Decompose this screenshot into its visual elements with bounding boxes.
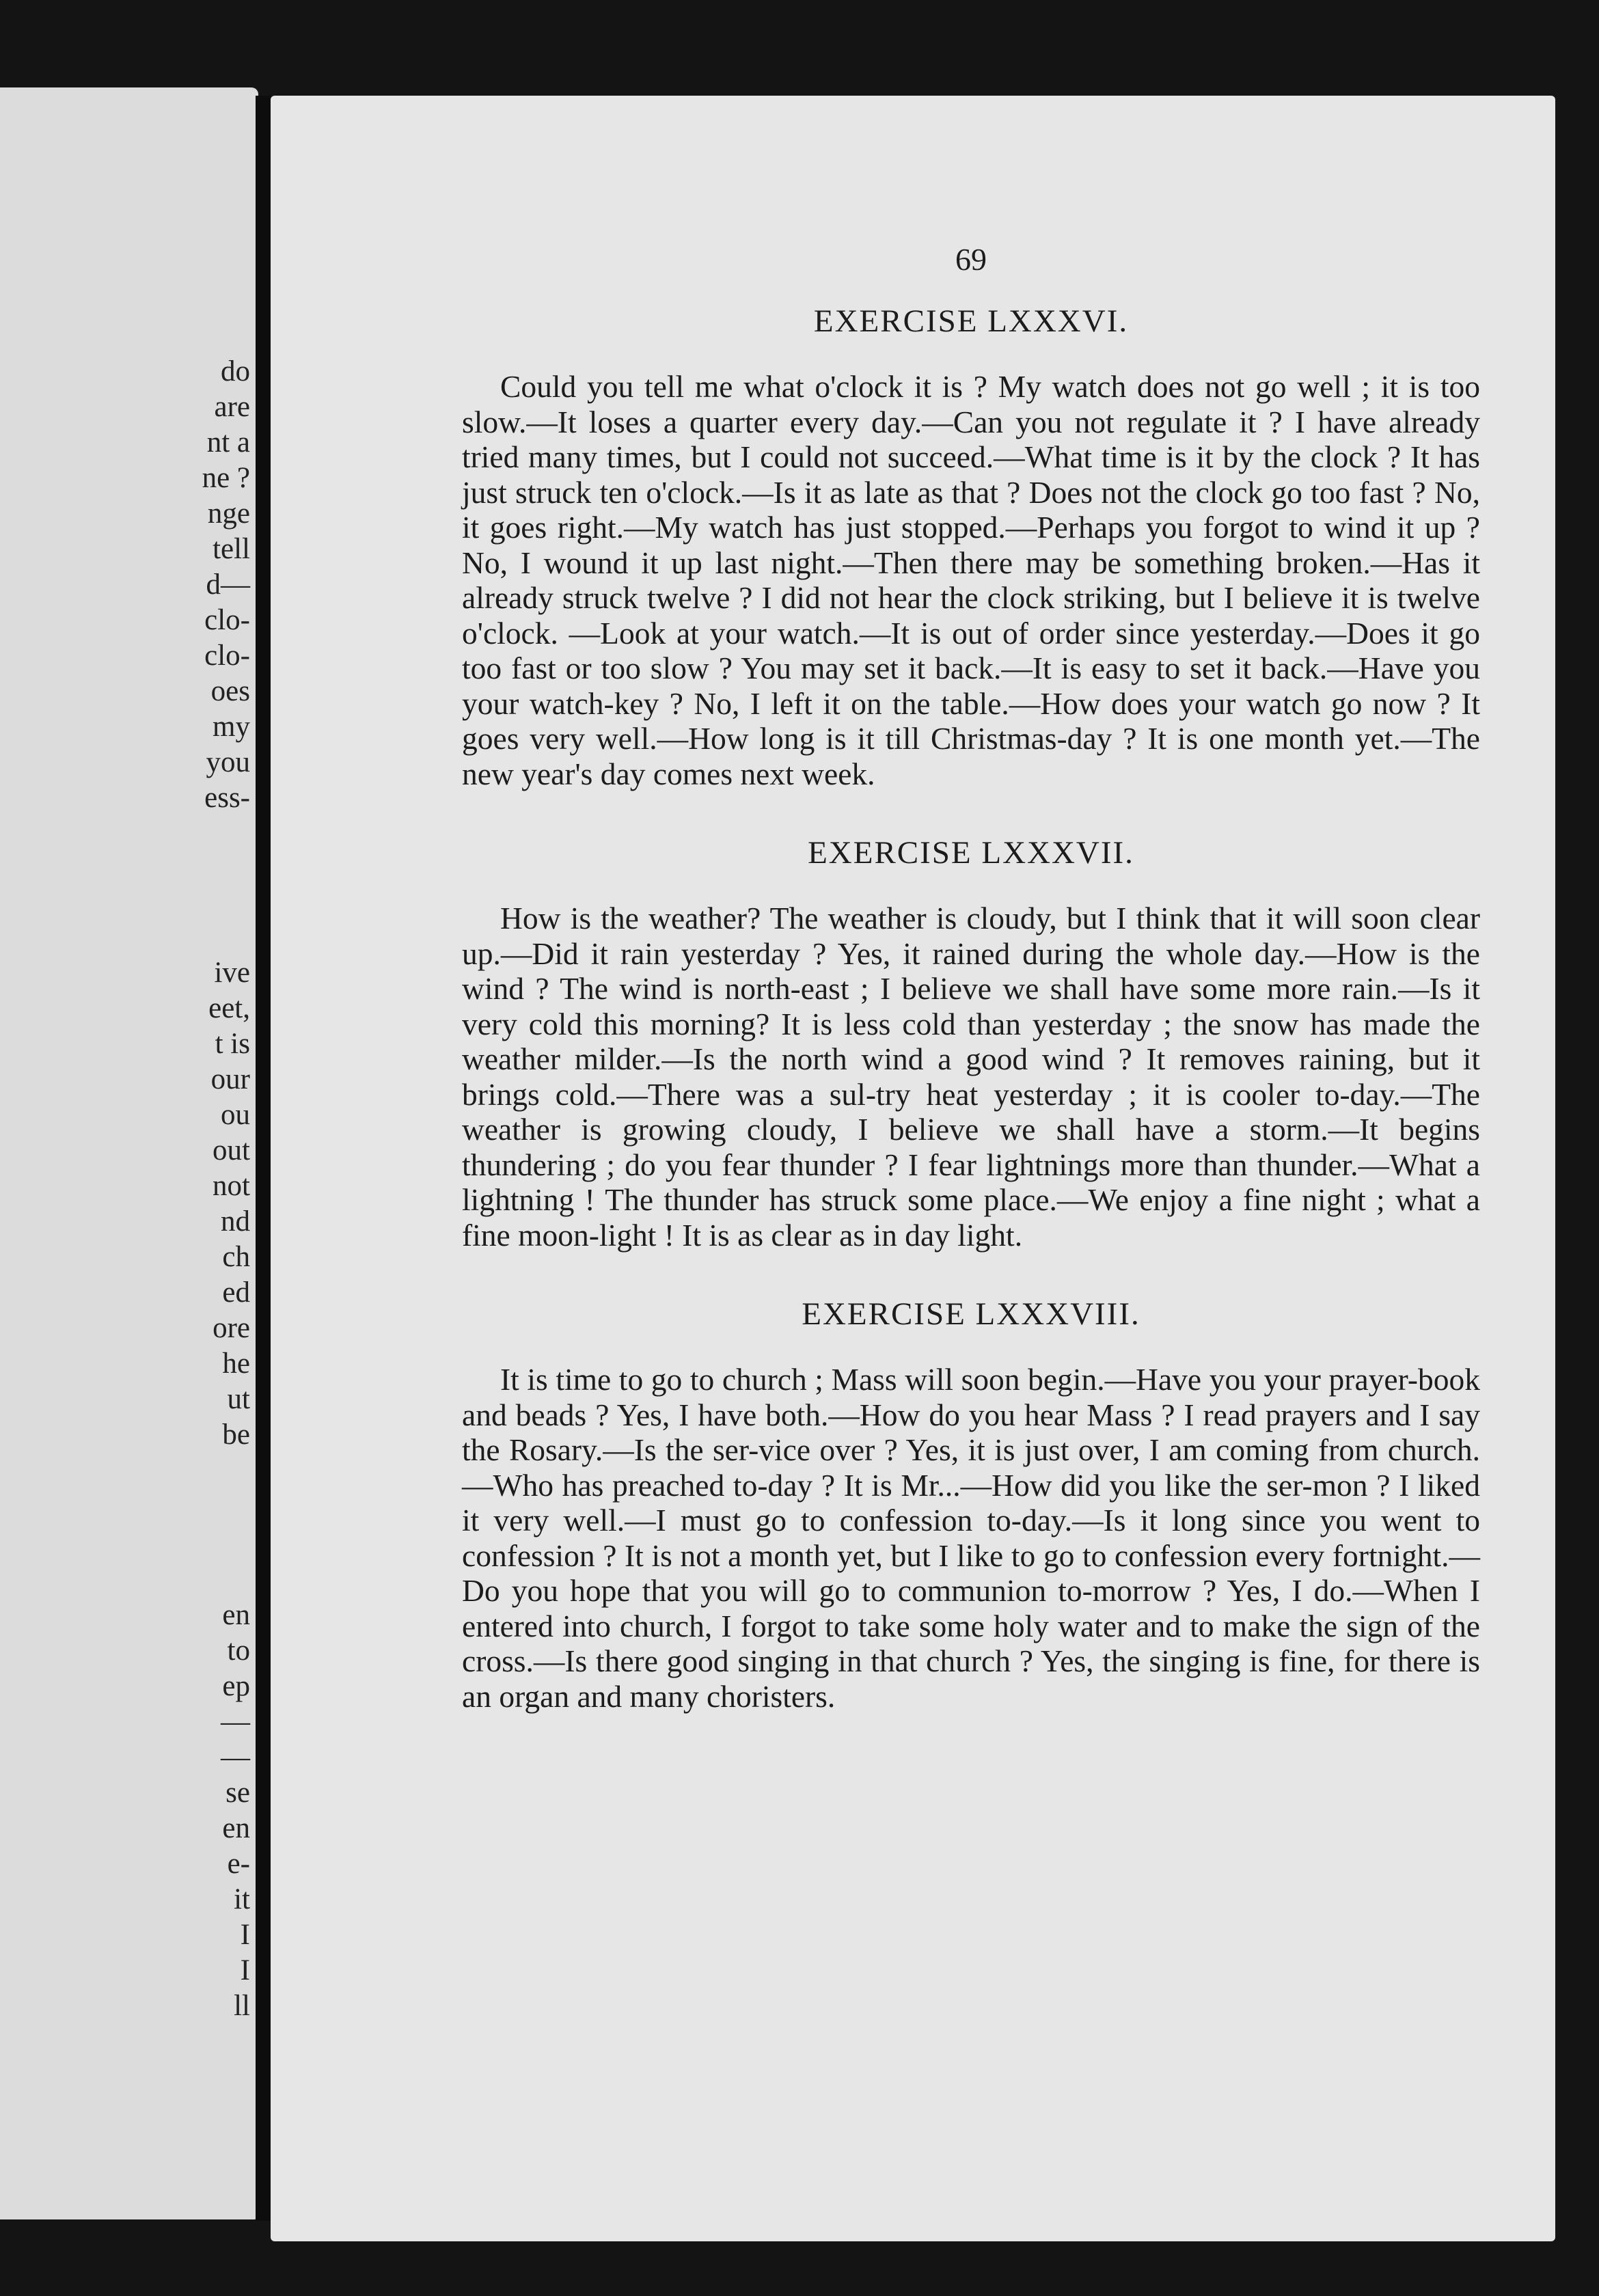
left-line: ou [221, 1099, 250, 1131]
left-line: en [222, 1599, 250, 1631]
left-line: t is [215, 1028, 250, 1060]
left-line: ut [227, 1383, 250, 1415]
left-fragment-bottom [221, 1598, 250, 2024]
left-line: it [234, 1883, 250, 1915]
exercise-title: EXERCISE LXXXVII. [808, 835, 1134, 871]
left-line: — [221, 1741, 250, 1773]
left-line: I [240, 1954, 250, 1986]
exercise-title: EXERCISE LXXXVIII. [802, 1296, 1140, 1332]
left-line: nd [221, 1205, 250, 1238]
left-line: ll [234, 1990, 250, 2022]
left-line: oes [210, 675, 250, 707]
left-line: do [221, 355, 250, 387]
left-line: nge [207, 497, 250, 530]
exercise-title: EXERCISE LXXXVI. [813, 303, 1129, 339]
page-text-block [462, 239, 1480, 1755]
left-line: you [206, 746, 250, 778]
left-line: — [221, 1706, 250, 1738]
left-line: ess- [204, 782, 250, 814]
left-line: nt a [206, 426, 250, 459]
left-line: he [222, 1348, 250, 1380]
left-line: I [240, 1919, 250, 1951]
left-line: e- [227, 1848, 250, 1880]
left-line: ive [214, 957, 250, 989]
left-fragment-middle [208, 955, 250, 1453]
left-line: se [226, 1777, 250, 1809]
left-line: our [210, 1063, 250, 1095]
left-line: out [213, 1134, 250, 1166]
left-fragment-top [202, 354, 250, 816]
left-line: clo- [204, 604, 250, 636]
left-line: tell [213, 533, 250, 565]
left-line: d— [206, 569, 250, 601]
left-line: my [213, 711, 250, 743]
left-line: to [227, 1635, 250, 1667]
left-line: eet, [208, 992, 250, 1024]
left-line: clo- [204, 640, 250, 672]
left-line: be [222, 1419, 250, 1451]
left-line: ore [213, 1312, 250, 1344]
page-number: 69 [955, 242, 987, 277]
book-gutter [256, 96, 271, 2221]
exercise-text: It is time to go to church ; Mass will soon begin.—Have you your prayer-book and beads ? Yes, I have both.—How do you hear Mass ? I read prayers and I say the Rosary.—Is the ser-vice over ? Yes, it is just over, I am coming from church.—Who has preached to-day ? It is Mr...—How did you like the ser-mon ? I liked it very well.—I must go to confession to-day.—Is it long since you went to confession ? It is not a month yet, but I like to go to confession every fortnight.—Do you hope that you will go to communion to-morrow ? Yes, I do.—When I entered into church, I forgot to take some holy water and to make the sign of the cross.—Is there good singing in that church ? Yes, the singing is fine, for there is an organ and many choristers. [462, 1362, 1480, 1714]
left-line: ep [222, 1670, 250, 1702]
exercise-text: How is the weather? The weather is cloudy, but I think that it will soon clear up.—Did it rain yesterday ? Yes, it rained during the whole day.—How is the wind ? The wind is north-east ; I believe we shall have some more rain.—Is it very cold this morning? It is less cold than yesterday ; the snow has made the weather milder.—Is the north wind a good wind ? It removes raining, but it brings cold.—There was a sul-try heat yesterday ; it is cooler to-day.—The weather is growing cloudy, I believe we shall have a storm.—It begins thundering ; do you fear thunder ? I fear lightnings more than thunder.—What a lightning ! The thunder has struck some place.—We enjoy a fine night ; what a fine moon-light ! It is as clear as in day light. [462, 901, 1480, 1253]
left-line: en [222, 1812, 250, 1844]
book-page [271, 96, 1555, 2241]
left-line: are [214, 391, 250, 423]
left-line: ed [222, 1276, 250, 1309]
left-line: ch [222, 1241, 250, 1273]
left-line: not [213, 1170, 250, 1202]
previous-page-fragment [0, 87, 258, 2219]
exercise-text: Could you tell me what o'clock it is ? My watch does not go well ; it is too slow.—It loses a quarter every day.—Can you not regulate it ? I have already tried many times, but I could not succeed.—What time is it by the clock ? It has just struck ten o'clock.—Is it as late as that ? Does not the clock go too fast ? No, it goes right.—My watch has just stopped.—Perhaps you forgot to wind it up ? No, I wound it up last night.—Then there may be something broken.—Has it already struck twelve ? I did not hear the clock striking, but I believe it is twelve o'clock. —Look at your watch.—It is out of order since yesterday.—Does it go too fast or too slow ? You may set it back.—It is easy to set it back.—Have you your watch-key ? No, I left it on the table.—How does your watch go now ? It goes very well.—How long is it till Christmas-day ? It is one month yet.—The new year's day comes next week. [462, 369, 1480, 791]
left-line: ne ? [202, 462, 250, 494]
